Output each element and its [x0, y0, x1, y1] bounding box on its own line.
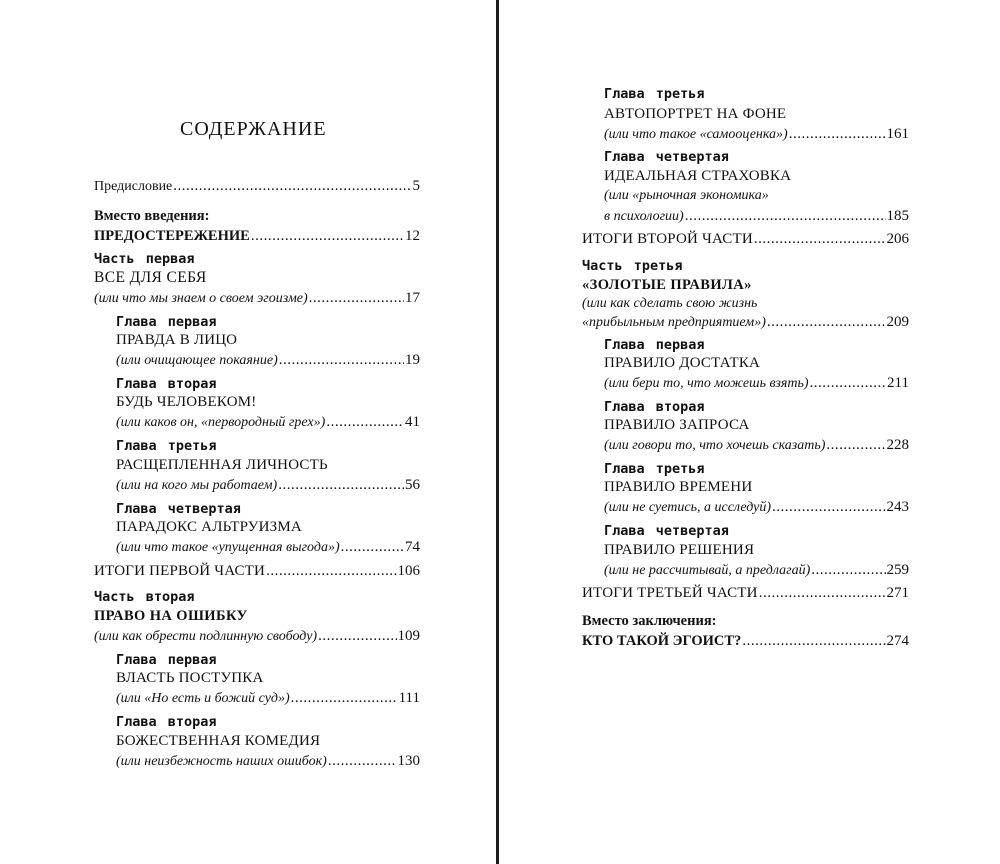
dot-leader	[318, 626, 396, 646]
p2-ch4-sub-line1: (или «рыночная экономика»	[604, 188, 769, 203]
page-gutter-line	[496, 0, 499, 864]
p1-ch4-heading: ПАРАДОКС АЛЬТРУИЗМА	[116, 519, 302, 535]
page-number: 209	[886, 314, 909, 330]
p1-ch2-label: Глава вторая	[116, 376, 217, 392]
dot-leader	[309, 288, 404, 308]
toc-entry-p3-ch1[interactable]	[604, 373, 909, 393]
entry-title: Предисловие	[94, 179, 173, 194]
entry-subtitle: (или не суетись, а исследуй)	[604, 500, 772, 515]
p2-ch1-heading: ВЛАСТЬ ПОСТУПКА	[116, 670, 264, 686]
entry-subtitle: (или не рассчитывай, а предлагай)	[604, 563, 811, 578]
page-number: 161	[886, 126, 909, 142]
page-number: 130	[397, 753, 420, 769]
toc-entry-outro[interactable]	[582, 631, 909, 651]
p2-ch2-label: Глава вторая	[116, 714, 217, 730]
dot-leader	[759, 583, 886, 603]
page-number: 243	[886, 499, 909, 515]
entry-title: ИТОГИ ПЕРВОЙ ЧАСТИ	[94, 563, 266, 579]
p2-ch3-label: Глава третья	[604, 86, 705, 102]
page-number: 41	[405, 414, 420, 430]
toc-entry-part1[interactable]	[94, 288, 420, 308]
toc-entry-p2-ch3[interactable]	[604, 124, 909, 144]
toc-entry-p1-ch1[interactable]	[116, 350, 420, 370]
page-number: 74	[405, 539, 420, 555]
entry-subtitle: «прибыльным предприятием»)	[582, 315, 766, 330]
toc-entry-part3[interactable]	[582, 312, 909, 332]
part1-heading: ВСЕ ДЛЯ СЕБЯ	[94, 269, 207, 286]
page-number: 56	[405, 477, 420, 493]
toc-entry-p2-ch4[interactable]	[604, 206, 909, 226]
toc-entry-p2-ch2[interactable]	[116, 751, 420, 771]
dot-leader	[754, 229, 886, 249]
toc-entry-part3-summary[interactable]	[582, 583, 909, 603]
page-number: 259	[886, 562, 909, 578]
dot-leader	[291, 688, 398, 708]
page-number: 17	[405, 290, 420, 306]
dot-leader	[279, 350, 404, 370]
p2-ch2-heading: БОЖЕСТВЕННАЯ КОМЕДИЯ	[116, 733, 321, 749]
page-number: 271	[886, 585, 909, 601]
intro-label: Вместо введения:	[94, 208, 210, 224]
entry-subtitle: (или что мы знаем о своем эгоизме)	[94, 291, 308, 306]
toc-entry-p3-ch3[interactable]	[604, 497, 909, 517]
toc-entry-part1-summary[interactable]	[94, 561, 420, 581]
p2-ch1-label: Глава первая	[116, 652, 217, 668]
toc-entry-p1-ch4[interactable]	[116, 537, 420, 557]
page-number: 12	[405, 228, 420, 244]
dot-leader	[326, 412, 404, 432]
page-number: 111	[398, 690, 420, 706]
page-number: 211	[887, 375, 909, 391]
p3-ch2-label: Глава вторая	[604, 399, 705, 415]
entry-title: ИТОГИ ВТОРОЙ ЧАСТИ	[582, 231, 753, 247]
p3-ch3-label: Глава третья	[604, 461, 705, 477]
toc-entry-p3-ch2[interactable]	[604, 435, 909, 455]
part3-sub-line1: (или как сделать свою жизнь	[582, 296, 758, 311]
toc-entry-part2[interactable]	[94, 626, 420, 646]
p3-ch4-label: Глава четвертая	[604, 523, 729, 539]
page-number: 5	[412, 178, 420, 194]
toc-entry-p3-ch4[interactable]	[604, 560, 909, 580]
dot-leader	[810, 373, 887, 393]
entry-subtitle: (или неизбежность наших ошибок)	[116, 754, 327, 769]
dot-leader	[278, 475, 404, 495]
toc-entry-p2-ch1[interactable]	[116, 688, 420, 708]
dot-leader	[772, 497, 885, 517]
entry-subtitle: (или что такое «упущенная выгода»)	[116, 540, 340, 555]
entry-subtitle: (или «Но есть и божий суд»)	[116, 691, 290, 706]
dot-leader	[266, 561, 396, 581]
page-number: 109	[397, 628, 420, 644]
part2-label: Часть вторая	[94, 589, 195, 605]
p3-ch1-heading: ПРАВИЛО ДОСТАТКА	[604, 355, 761, 371]
entry-subtitle: (или говори то, что хочешь сказать)	[604, 438, 826, 453]
p2-ch4-heading: ИДЕАЛЬНАЯ СТРАХОВКА	[604, 168, 792, 184]
p1-ch2-heading: БУДЬ ЧЕЛОВЕКОМ!	[116, 394, 257, 410]
dot-leader	[826, 435, 885, 455]
toc-entry-part2-summary[interactable]	[582, 229, 909, 249]
dot-leader	[742, 631, 885, 651]
p1-ch1-heading: ПРАВДА В ЛИЦО	[116, 332, 238, 348]
part3-label: Часть третья	[582, 258, 683, 274]
p1-ch3-heading: РАСЩЕПЛЕННАЯ ЛИЧНОСТЬ	[116, 457, 328, 473]
toc-entry-p1-ch2[interactable]	[116, 412, 420, 432]
outro-label: Вместо заключения:	[582, 613, 717, 629]
page-number: 274	[886, 633, 909, 649]
entry-title: КТО ТАКОЙ ЭГОИСТ?	[582, 633, 742, 649]
dot-leader	[685, 206, 886, 226]
page-number: 19	[405, 352, 420, 368]
toc-entry-p1-ch3[interactable]	[116, 475, 420, 495]
page-number: 228	[886, 437, 909, 453]
dot-leader	[789, 124, 886, 144]
dot-leader	[173, 176, 411, 196]
p2-ch4-label: Глава четвертая	[604, 149, 729, 165]
entry-title: ПРЕДОСТЕРЕЖЕНИЕ	[94, 228, 250, 244]
entry-subtitle: (или каков он, «первородный грех»)	[116, 415, 326, 430]
p1-ch4-label: Глава четвертая	[116, 501, 241, 517]
toc-entry-intro[interactable]	[94, 226, 420, 246]
entry-subtitle: в психологии)	[604, 209, 684, 224]
p2-ch3-heading: АВТОПОРТРЕТ НА ФОНЕ	[604, 106, 787, 122]
entry-subtitle: (или на кого мы работаем)	[116, 478, 278, 493]
page-number: 185	[886, 208, 909, 224]
p3-ch3-heading: ПРАВИЛО ВРЕМЕНИ	[604, 479, 753, 495]
part2-heading: ПРАВО НА ОШИБКУ	[94, 608, 248, 624]
p3-ch1-label: Глава первая	[604, 337, 705, 353]
entry-subtitle: (или как обрести подлинную свободу)	[94, 629, 318, 644]
entry-subtitle: (или очищающее покаяние)	[116, 353, 278, 368]
p3-ch2-heading: ПРАВИЛО ЗАПРОСА	[604, 417, 750, 433]
dot-leader	[328, 751, 397, 771]
p1-ch3-label: Глава третья	[116, 438, 217, 454]
entry-title: ИТОГИ ТРЕТЬЕЙ ЧАСТИ	[582, 585, 758, 601]
dot-leader	[341, 537, 404, 557]
page-number: 206	[886, 231, 909, 247]
part1-label: Часть первая	[94, 251, 195, 267]
dot-leader	[811, 560, 885, 580]
toc-title: СОДЕРЖАНИЕ	[180, 118, 327, 140]
toc-entry-preface[interactable]	[94, 176, 420, 196]
p3-ch4-heading: ПРАВИЛО РЕШЕНИЯ	[604, 542, 755, 558]
entry-subtitle: (или что такое «самооценка»)	[604, 127, 788, 142]
dot-leader	[251, 226, 404, 246]
entry-subtitle: (или бери то, что можешь взять)	[604, 376, 809, 391]
dot-leader	[767, 312, 886, 332]
page-number: 106	[397, 563, 420, 579]
part3-heading: «ЗОЛОТЫЕ ПРАВИЛА»	[582, 277, 752, 293]
p1-ch1-label: Глава первая	[116, 314, 217, 330]
